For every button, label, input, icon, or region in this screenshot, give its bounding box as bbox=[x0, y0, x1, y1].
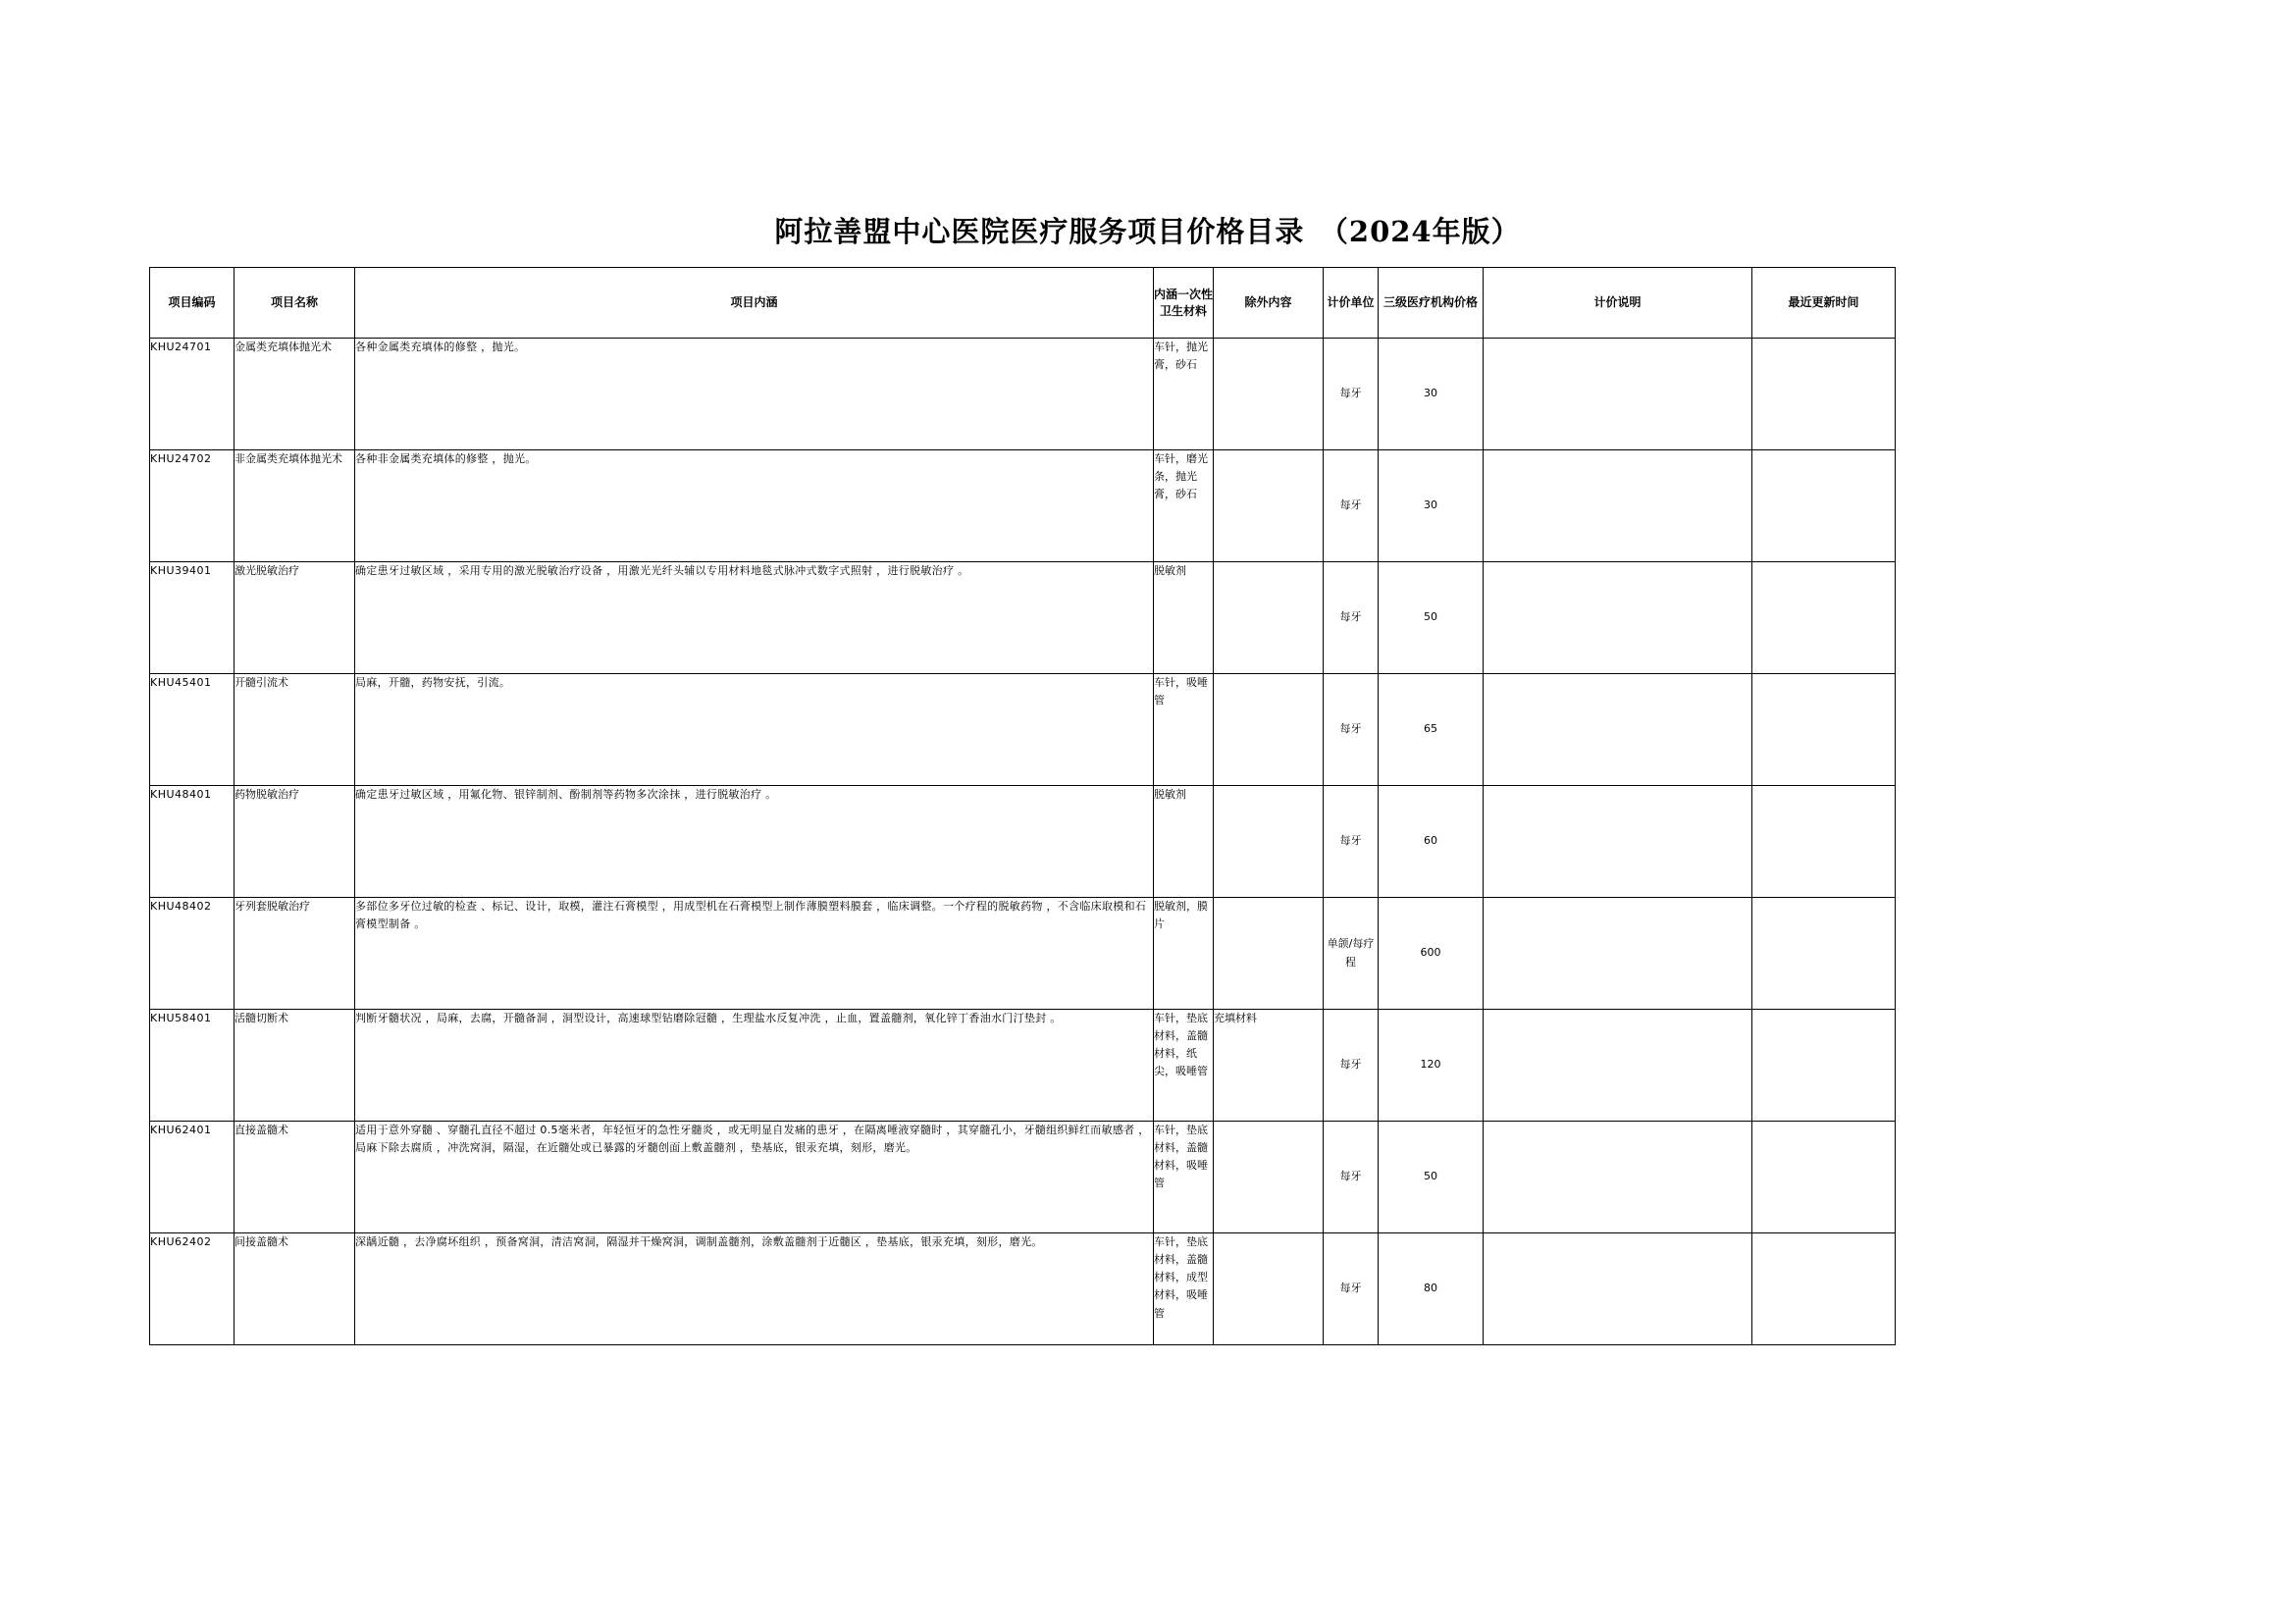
cell-name: 活髓切断术 bbox=[235, 1010, 355, 1122]
cell-excluded bbox=[1214, 339, 1324, 450]
table-row bbox=[150, 674, 1896, 786]
header-row bbox=[150, 268, 1896, 339]
cell-unit: 每牙 bbox=[1324, 562, 1379, 674]
cell-excluded bbox=[1214, 1122, 1324, 1233]
cell-name: 非金属类充填体抛光术 bbox=[235, 450, 355, 562]
table-row bbox=[150, 450, 1896, 562]
cell-excluded bbox=[1214, 450, 1324, 562]
cell-price: 30 bbox=[1379, 450, 1484, 562]
table-row bbox=[150, 1233, 1896, 1345]
cell-unit: 每牙 bbox=[1324, 1010, 1379, 1122]
cell-unit: 每牙 bbox=[1324, 1122, 1379, 1233]
cell-material: 脱敏剂 bbox=[1154, 562, 1214, 674]
cell-name: 开髓引流术 bbox=[235, 674, 355, 786]
cell-material: 车针，吸唾管 bbox=[1154, 674, 1214, 786]
cell-material: 车针，抛光膏，砂石 bbox=[1154, 339, 1214, 450]
table-row bbox=[150, 1122, 1896, 1233]
header-name: 项目名称 bbox=[235, 268, 355, 339]
cell-note bbox=[1484, 674, 1752, 786]
cell-content: 确定患牙过敏区域 ，用氟化物、银锌制剂、酚制剂等药物多次涂抹 ，进行脱敏治疗 。 bbox=[355, 786, 1154, 898]
cell-price: 120 bbox=[1379, 1010, 1484, 1122]
cell-price: 50 bbox=[1379, 562, 1484, 674]
header-excluded: 除外内容 bbox=[1214, 268, 1324, 339]
header-note: 计价说明 bbox=[1484, 268, 1752, 339]
cell-updated bbox=[1752, 674, 1896, 786]
cell-note bbox=[1484, 1010, 1752, 1122]
cell-content: 判断牙髓状况 ，局麻，去腐，开髓备洞 ，洞型设计，高速球型钻磨除冠髓 ，生理盐水反复冲洗 ，止血，置盖髓剂，氧化锌丁香油水门汀垫封 。 bbox=[355, 1010, 1154, 1122]
cell-material: 车针，垫底材料，盖髓材料，成型材料，吸唾管 bbox=[1154, 1233, 1214, 1345]
cell-name: 间接盖髓术 bbox=[235, 1233, 355, 1345]
header-content: 项目内涵 bbox=[355, 268, 1154, 339]
cell-updated bbox=[1752, 339, 1896, 450]
cell-content: 各种金属类充填体的修整 ，抛光。 bbox=[355, 339, 1154, 450]
cell-code: KHU45401 bbox=[150, 674, 235, 786]
cell-updated bbox=[1752, 1122, 1896, 1233]
cell-note bbox=[1484, 898, 1752, 1010]
cell-code: KHU39401 bbox=[150, 562, 235, 674]
cell-excluded bbox=[1214, 786, 1324, 898]
cell-content: 确定患牙过敏区域 ，采用专用的激光脱敏治疗设备 ，用激光光纤头辅以专用材料地毯式脉冲式数字式照射 ，进行脱敏治疗 。 bbox=[355, 562, 1154, 674]
cell-code: KHU62402 bbox=[150, 1233, 235, 1345]
cell-note bbox=[1484, 339, 1752, 450]
cell-note bbox=[1484, 562, 1752, 674]
cell-note bbox=[1484, 1122, 1752, 1233]
cell-updated bbox=[1752, 786, 1896, 898]
cell-updated bbox=[1752, 450, 1896, 562]
cell-code: KHU48402 bbox=[150, 898, 235, 1010]
table-row bbox=[150, 1010, 1896, 1122]
cell-excluded bbox=[1214, 674, 1324, 786]
cell-price: 30 bbox=[1379, 339, 1484, 450]
cell-note bbox=[1484, 450, 1752, 562]
cell-code: KHU62401 bbox=[150, 1122, 235, 1233]
cell-content: 深龋近髓 ，去净腐坏组织 ，预备窝洞，清洁窝洞，隔湿并干燥窝洞，调制盖髓剂，涂敷盖髓剂于近髓区 ，垫基底，银汞充填，刻形，磨光。 bbox=[355, 1233, 1154, 1345]
header-price: 三级医疗机构价格 bbox=[1379, 268, 1484, 339]
page-title: 阿拉善盟中心医院医疗服务项目价格目录 （2024年版） bbox=[774, 215, 1521, 248]
cell-code: KHU24701 bbox=[150, 339, 235, 450]
cell-name: 金属类充填体抛光术 bbox=[235, 339, 355, 450]
table-row bbox=[150, 898, 1896, 1010]
cell-note bbox=[1484, 1233, 1752, 1345]
cell-updated bbox=[1752, 562, 1896, 674]
cell-content: 适用于意外穿髓 、穿髓孔直径不超过 0.5毫米者，年轻恒牙的急性牙髓炎 ，或无明显自发痛的患牙 ，在隔离唾液穿髓时 ，其穿髓孔小，牙髓组织鲜红而敏感者 ，局麻下除去腐质 ，冲洗窝洞，隔湿，在近髓处或已暴露的牙髓创面上敷盖髓剂 ，垫基底，银汞充填，刻形，磨光。 bbox=[355, 1122, 1154, 1233]
table-row bbox=[150, 339, 1896, 450]
cell-price: 65 bbox=[1379, 674, 1484, 786]
cell-price: 60 bbox=[1379, 786, 1484, 898]
header-updated: 最近更新时间 bbox=[1752, 268, 1896, 339]
cell-unit: 单颌/每疗程 bbox=[1324, 898, 1379, 1010]
cell-material: 车针，垫底材料，盖髓材料，纸尖，吸唾管 bbox=[1154, 1010, 1214, 1122]
cell-name: 药物脱敏治疗 bbox=[235, 786, 355, 898]
price-table bbox=[149, 267, 1896, 1345]
cell-name: 直接盖髓术 bbox=[235, 1122, 355, 1233]
cell-code: KHU48401 bbox=[150, 786, 235, 898]
header-unit: 计价单位 bbox=[1324, 268, 1379, 339]
cell-excluded bbox=[1214, 898, 1324, 1010]
cell-name: 激光脱敏治疗 bbox=[235, 562, 355, 674]
cell-price: 600 bbox=[1379, 898, 1484, 1010]
cell-excluded: 充填材料 bbox=[1214, 1010, 1324, 1122]
cell-unit: 每牙 bbox=[1324, 786, 1379, 898]
cell-material: 脱敏剂 bbox=[1154, 786, 1214, 898]
cell-price: 50 bbox=[1379, 1122, 1484, 1233]
header-material: 内涵一次性卫生材料 bbox=[1154, 268, 1214, 339]
header-code: 项目编码 bbox=[150, 268, 235, 339]
cell-material: 车针，垫底材料，盖髓材料，吸唾管 bbox=[1154, 1122, 1214, 1233]
cell-updated bbox=[1752, 898, 1896, 1010]
cell-name: 牙列套脱敏治疗 bbox=[235, 898, 355, 1010]
cell-price: 80 bbox=[1379, 1233, 1484, 1345]
cell-unit: 每牙 bbox=[1324, 674, 1379, 786]
cell-content: 局麻，开髓，药物安抚，引流。 bbox=[355, 674, 1154, 786]
cell-unit: 每牙 bbox=[1324, 450, 1379, 562]
cell-updated bbox=[1752, 1233, 1896, 1345]
cell-excluded bbox=[1214, 1233, 1324, 1345]
cell-unit: 每牙 bbox=[1324, 1233, 1379, 1345]
cell-content: 各种非金属类充填体的修整 ，抛光。 bbox=[355, 450, 1154, 562]
cell-content: 多部位多牙位过敏的检查 、标记、设计，取模，灌注石膏模型 ，用成型机在石膏模型上制作薄膜塑料膜套 ，临床调整。一个疗程的脱敏药物 ，不含临床取模和石膏模型制备 。 bbox=[355, 898, 1154, 1010]
cell-excluded bbox=[1214, 562, 1324, 674]
cell-material: 车针，磨光条，抛光膏，砂石 bbox=[1154, 450, 1214, 562]
table-row bbox=[150, 786, 1896, 898]
cell-material: 脱敏剂，膜片 bbox=[1154, 898, 1214, 1010]
cell-unit: 每牙 bbox=[1324, 339, 1379, 450]
cell-code: KHU24702 bbox=[150, 450, 235, 562]
cell-code: KHU58401 bbox=[150, 1010, 235, 1122]
table-row bbox=[150, 562, 1896, 674]
cell-note bbox=[1484, 786, 1752, 898]
cell-updated bbox=[1752, 1010, 1896, 1122]
